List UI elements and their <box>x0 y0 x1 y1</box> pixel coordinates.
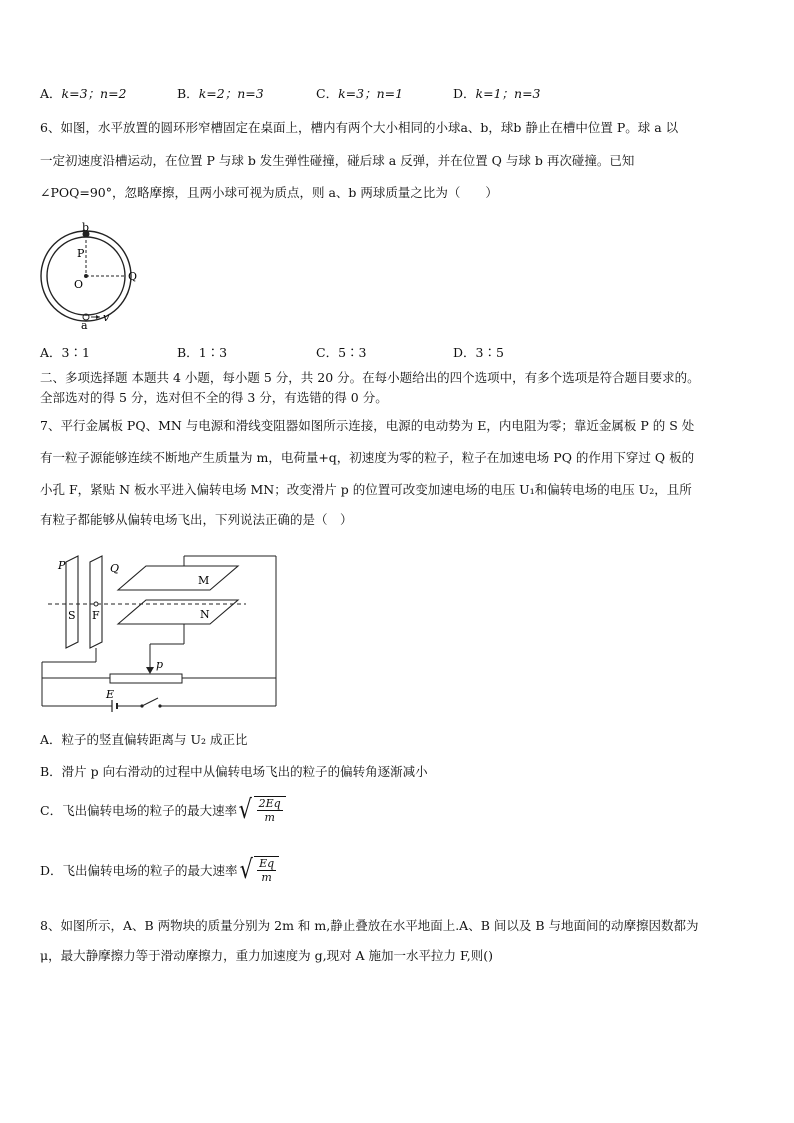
q7-option-d <box>40 856 279 884</box>
q6-stem-line1: 6、如图，水平放置的圆环形窄槽固定在桌面上，槽内有两个大小相同的小球a、b，球b 静止在槽中位置 P。球 a 以 <box>40 120 679 135</box>
q5-option-d: D．k=1；n=3 <box>453 86 541 101</box>
label-P: P <box>58 559 66 572</box>
plate-M <box>118 566 238 590</box>
q6-option-b: B．1∶3 <box>177 345 228 360</box>
q7-option-a: A．粒子的竖直偏转距离与 U₂ 成正比 <box>40 732 248 747</box>
q8-stem-line2: μ，最大静摩擦力等于滑动摩擦力，重力加速度为 g,现对 A 施加一水平拉力 F,则() <box>40 948 493 963</box>
label-b: b <box>82 221 90 234</box>
q7-stem-line4: 有粒子都能够从偏转电场飞出，下列说法正确的是（ ） <box>40 512 353 527</box>
section2-heading-line2: 全部选对的得 5 分，选对但不全的得 3 分，有选错的得 0 分。 <box>40 390 388 405</box>
section2-heading-line1: 二、多项选择题 本题共 4 小题，每小题 5 分，共 20 分。在每小题给出的四个选项中，有多个选项是符合题目要求的。 <box>40 370 700 385</box>
q6-stem-line2: 一定初速度沿槽运动，在位置 P 与球 b 发生弹性碰撞，碰后球 a 反弹，并在位置 Q 与球 b 再次碰撞。已知 <box>40 153 635 168</box>
label-E: E <box>106 688 115 701</box>
label-N: N <box>200 608 210 621</box>
label-v: v <box>103 311 110 324</box>
q5-option-a: A．k=3；n=2 <box>40 86 127 101</box>
circuit-figure <box>38 552 284 720</box>
q7-stem-line1: 7、平行金属板 PQ、MN 与电源和滑线变阻器如图所示连接，电源的电动势为 E，内电阻为零；靠近金属板 P 的 S 处 <box>40 418 695 433</box>
rheostat <box>110 674 182 683</box>
q8-stem-line1: 8、如图所示，A、B 两物块的质量分别为 2m 和 m,静止叠放在水平地面上.A、B 间以及 B 与地面间的动摩擦因数都为 <box>40 918 699 933</box>
q7-stem-line3: 小孔 F，紧贴 N 板水平进入偏转电场 MN；改变滑片 p 的位置可改变加速电场的电压 U₁和偏转电场的电压 U₂，且所 <box>40 482 692 497</box>
q6-option-a: A．3∶1 <box>40 345 90 360</box>
q6-stem-line3: ∠POQ=90°，忽略摩擦，且两小球可视为质点，则 a、b 两球质量之比为（ ） <box>40 185 498 200</box>
sqrt-2eq-over-m: √ $\frac{2Eq}{m}$ <box>237 796 286 824</box>
q6-option-d: D．3∶5 <box>453 345 504 360</box>
q5-option-b: B．k=2；n=3 <box>177 86 264 101</box>
label-P: P <box>77 247 85 260</box>
label-a: a <box>81 319 88 332</box>
label-Q: Q <box>110 562 120 575</box>
q6-option-c: C．5∶3 <box>316 345 367 360</box>
q7-option-c-text: C．飞出偏转电场的粒子的最大速率 <box>40 803 238 818</box>
label-p: p <box>156 658 164 671</box>
plate-P <box>66 556 78 648</box>
label-M: M <box>198 574 210 587</box>
label-S: S <box>68 609 76 622</box>
ring-groove-figure <box>36 220 146 332</box>
q7-option-c <box>40 796 286 824</box>
q5-option-c: C．k=3；n=1 <box>316 86 404 101</box>
sqrt-eq-over-m: √ $\frac{Eq}{m}$ <box>238 856 280 884</box>
label-Q: Q <box>128 270 138 283</box>
q7-option-d-text: D．飞出偏转电场的粒子的最大速率 <box>40 863 238 878</box>
q7-option-b: B．滑片 p 向右滑动的过程中从偏转电场飞出的粒子的偏转角逐渐减小 <box>40 764 428 779</box>
q7-stem-line2: 有一粒子源能够连续不断地产生质量为 m，电荷量+q，初速度为零的粒子，粒子在加速电场 PQ 的作用下穿过 Q 板的 <box>40 450 695 465</box>
label-F: F <box>92 609 100 622</box>
label-O: O <box>74 278 84 291</box>
